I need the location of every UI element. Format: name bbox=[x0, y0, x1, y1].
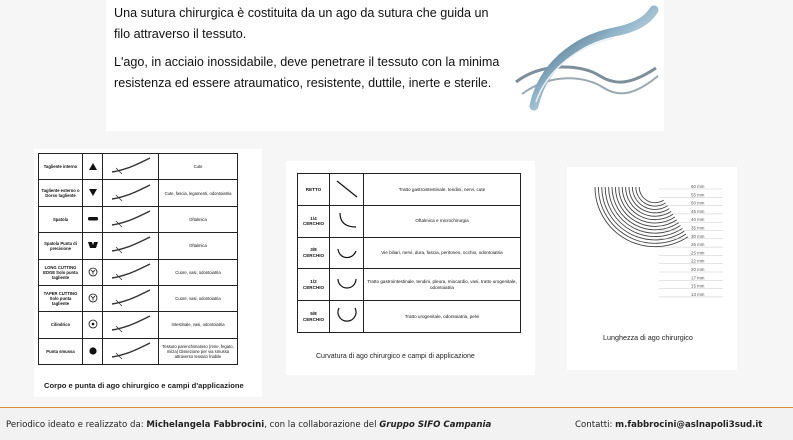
row-use: Tratto gastrointestinale, tendini, nervi, cute bbox=[364, 174, 521, 206]
row-name: LONG CUTTING EDGE Solo punta tagliente bbox=[39, 259, 83, 285]
length-label: 15 mm bbox=[691, 283, 705, 289]
row-name: Spatola Punta di precisione bbox=[39, 233, 83, 259]
curvature-panel bbox=[286, 161, 535, 375]
body-point-caption: Corpo e punta di ago chirurgico e campi d'applicazione bbox=[44, 381, 244, 390]
table-row bbox=[39, 154, 238, 180]
straight-needle-icon bbox=[330, 174, 364, 206]
footer-group: Gruppo SIFO Campania bbox=[379, 420, 492, 430]
table-row bbox=[39, 180, 238, 206]
intro-paragraph-1: Una sutura chirurgica è costituita da un ago da sutura che guida un filo attraverso il tessuto. bbox=[114, 6, 489, 41]
footer-credits bbox=[6, 420, 491, 430]
needle-arc bbox=[639, 187, 663, 203]
needle-icon bbox=[103, 312, 159, 338]
row-name: RETTO bbox=[298, 174, 330, 206]
length-label: 17 mm bbox=[691, 275, 705, 281]
row-name: TAPER CUTTING Solo punta tagliente bbox=[39, 285, 83, 311]
footer-contact-prefix: Contatti: bbox=[575, 420, 616, 430]
curvature-table bbox=[297, 173, 521, 333]
table-row bbox=[298, 269, 521, 301]
row-name: Spatola bbox=[39, 206, 83, 232]
row-use: Cute bbox=[159, 154, 238, 180]
quarter-circle-needle-icon bbox=[330, 205, 364, 237]
row-name: Tagliente interno bbox=[39, 154, 83, 180]
row-name: Tagliente esterno o Dorso tagliente bbox=[39, 180, 83, 206]
three-eighths-circle-needle-icon bbox=[330, 237, 364, 269]
table-row bbox=[298, 301, 521, 333]
circle-y-icon bbox=[83, 259, 103, 285]
length-label: 60 mm bbox=[691, 184, 705, 189]
row-use: Intestinale, vasi, odontoiatria bbox=[159, 312, 238, 338]
length-label: 22 mm bbox=[691, 258, 705, 264]
table-row bbox=[298, 205, 521, 237]
row-name: Punta smussa bbox=[39, 338, 83, 364]
row-use: Tessuto parenchimatoso (rene, fegato, milza) Dissezione per via smussa attraverso tessuto friabile bbox=[159, 338, 238, 364]
trapezoid-notch-icon bbox=[83, 233, 103, 259]
row-use: Vie biliari, nervi, dura, fascia, peritoneo, occhio, odontoiatria bbox=[364, 237, 521, 269]
flat-bar-icon bbox=[83, 206, 103, 232]
needle-icon bbox=[103, 233, 159, 259]
triangle-up-icon bbox=[83, 154, 103, 180]
row-use: Cuore, vasi, odontoiatria bbox=[159, 259, 238, 285]
row-use: Tratto urogenitale, odontoiatria, pelvi bbox=[364, 301, 521, 333]
length-label: 25 mm bbox=[691, 250, 705, 256]
table-row bbox=[39, 233, 238, 259]
row-use: Tratto gastrointestinale, tendini, pleura, miocardio, vasi, tratto urogenitale, odontoiatria bbox=[364, 269, 521, 301]
table-row bbox=[39, 312, 238, 338]
length-label: 13 mm bbox=[691, 291, 705, 297]
table-row bbox=[39, 259, 238, 285]
table-row bbox=[298, 237, 521, 269]
body-point-panel bbox=[34, 149, 262, 397]
footer-prefix: Periodico ideato e realizzato da: bbox=[6, 420, 147, 430]
curvature-caption: Curvatura di ago chirurgico e campi di applicazione bbox=[316, 353, 475, 360]
half-circle-needle-icon bbox=[330, 269, 364, 301]
length-label: 20 mm bbox=[691, 267, 705, 272]
needle-lengths-diagram bbox=[567, 167, 737, 327]
footer-contacts bbox=[575, 420, 762, 430]
length-label: 55 mm bbox=[691, 192, 705, 198]
row-use: Cuore, vasi, odontoiatria bbox=[159, 285, 238, 311]
needle-icon bbox=[103, 206, 159, 232]
row-use: Cute, fascia, legamenti, odontoiatria bbox=[159, 180, 238, 206]
footer-middle: , con la collaborazione del bbox=[264, 420, 380, 430]
footer-author: Michelangela Fabbrocini bbox=[146, 420, 265, 430]
needle-icon bbox=[103, 180, 159, 206]
circle-dot-icon bbox=[83, 312, 103, 338]
table-row bbox=[39, 338, 238, 364]
length-label: 30 mm bbox=[691, 233, 705, 239]
table-row bbox=[39, 285, 238, 311]
triangle-down-icon bbox=[83, 180, 103, 206]
row-name: Cilindrico bbox=[39, 312, 83, 338]
length-label: 40 mm bbox=[691, 217, 705, 223]
suture-needle-image bbox=[512, 2, 660, 124]
length-label: 45 mm bbox=[691, 208, 705, 214]
row-name: 3/8 CERCHIO bbox=[298, 237, 330, 269]
lengths-panel bbox=[567, 167, 737, 370]
filled-circle-icon bbox=[83, 338, 103, 364]
intro-text bbox=[114, 3, 504, 93]
row-use: Oftalmica bbox=[159, 233, 238, 259]
body-point-table bbox=[38, 153, 238, 365]
needle-icon bbox=[103, 154, 159, 180]
needle-arc bbox=[636, 187, 666, 206]
needle-icon bbox=[103, 285, 159, 311]
length-label: 50 mm bbox=[691, 200, 705, 206]
lengths-caption: Lunghezza di ago chirurgico bbox=[603, 333, 693, 342]
row-use: Oftalmica bbox=[159, 206, 238, 232]
circle-y-icon bbox=[83, 285, 103, 311]
row-use: Oftalmica e microchirurgia bbox=[364, 205, 521, 237]
row-name: 1/2 CERCHIO bbox=[298, 269, 330, 301]
intro-paragraph-2: L'ago, in acciaio inossidabile, deve penetrare il tessuto con la minima resistenza ed essere atraumatico, resistente, duttile, inerte e sterile. bbox=[114, 55, 500, 90]
needle-icon bbox=[103, 338, 159, 364]
row-name: 5/8 CERCHIO bbox=[298, 301, 330, 333]
length-label: 26 mm bbox=[691, 242, 705, 248]
needle-icon bbox=[103, 259, 159, 285]
five-eighths-circle-needle-icon bbox=[330, 301, 364, 333]
footer bbox=[0, 407, 793, 440]
table-row bbox=[298, 174, 521, 206]
table-row bbox=[39, 206, 238, 232]
footer-email: m.fabbrocini@aslnapoli3sud.it bbox=[615, 420, 763, 430]
row-name: 1/4 CERCHIO bbox=[298, 205, 330, 237]
intro-section bbox=[106, 0, 664, 131]
length-label: 35 mm bbox=[691, 225, 705, 231]
